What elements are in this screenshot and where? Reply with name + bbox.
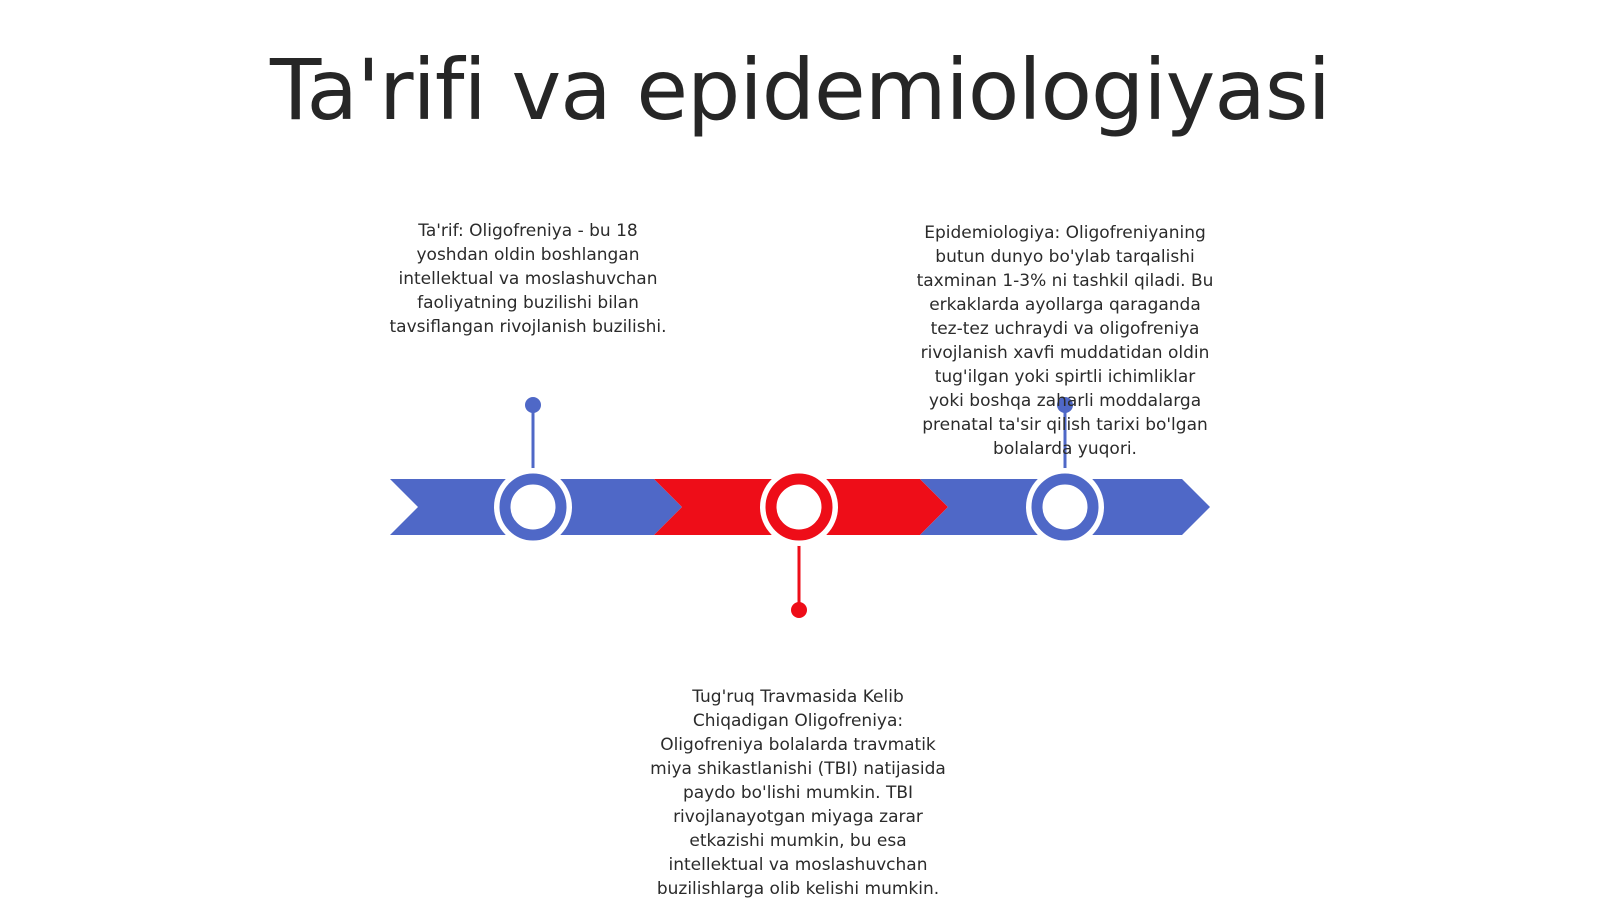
timeline-connector-dot-2 (791, 602, 807, 618)
timeline-connector-dot-1 (525, 397, 541, 413)
timeline-marker-ring-3 (1037, 479, 1093, 535)
timeline-marker-ring-2 (771, 479, 827, 535)
timeline-text-birth-trauma: Tug'ruq Travmasida Kelib Chiqadigan Oligofreniya: Oligofreniya bolalarda travmatik miya shikastlanishi (TBI) natijasida paydo bo'lishi mumkin. TBI rivojlanayotgan miyaga zarar etkazishi mumkin, bu esa intellektual va moslashuvchan buzilishlarga olib kelishi mumkin. (650, 687, 946, 899)
timeline-text-definition: Ta'rif: Oligofreniya - bu 18 yoshdan oldin boshlangan intellektual va moslashuvchan faoliyatning buzilishi bilan tavsiflangan rivojlanish buzilishi. (389, 221, 667, 337)
timeline-marker-ring-1 (505, 479, 561, 535)
slide-title: Ta'rifi va epidemiologiyasi (270, 41, 1330, 139)
timeline-text-epidemiology: Epidemiologiya: Oligofreniyaning butun dunyo bo'ylab tarqalishi taxminan 1-3% ni tashkil qiladi. Bu erkaklarda ayollarga qaraganda tez-tez uchraydi va oligofreniya rivojlanish xavfi muddatidan oldin tug'ilgan yoki spirtli ichimliklar yoki boshqa zaharli moddalarga prenatal ta'sir qilish tarixi bo'lgan bolalarda yuqori. (916, 223, 1214, 459)
